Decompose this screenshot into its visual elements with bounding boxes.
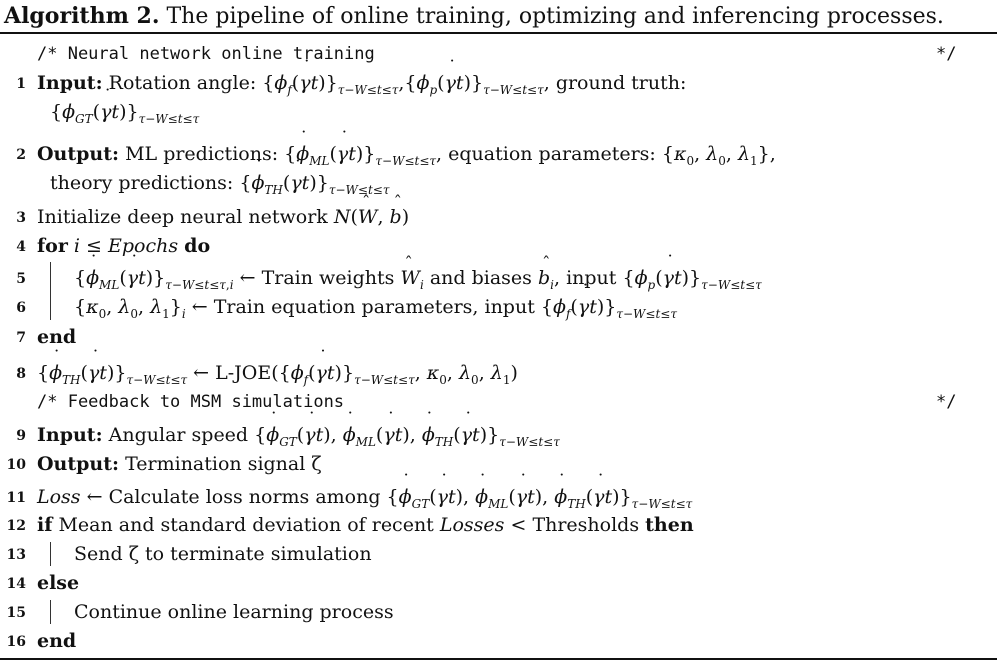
line-number: 11: [6, 490, 26, 506]
step-text: Mean and standard deviation of recent: [58, 514, 434, 536]
step-text: < Thresholds: [510, 514, 640, 536]
step-text: Termination signal ζ: [125, 453, 322, 475]
line-number: 4: [16, 239, 26, 255]
keyword-do: do: [184, 235, 211, 257]
line-number: 13: [6, 547, 26, 563]
line-number: 2: [16, 147, 26, 163]
top-rule: [0, 32, 997, 34]
algorithm-caption: [4, 3, 944, 29]
algorithm-caption-text: The pipeline of online training, optimizing and inferencing processes.: [166, 4, 944, 29]
comment-training: /* Neural network online training: [37, 44, 375, 64]
line-number: 1: [16, 76, 26, 92]
loop-epochs: Epochs: [108, 235, 179, 257]
keyword-input: Input:: [37, 72, 103, 94]
comment-feedback: /* Feedback to MSM simulations: [37, 392, 345, 412]
if-block-bar: [50, 542, 51, 566]
step-text: theory predictions:: [50, 172, 234, 194]
comment-line-feedback: [0, 388, 997, 416]
keyword-end: end: [37, 326, 77, 348]
keyword-input: Input:: [37, 424, 103, 446]
line-number: 3: [16, 210, 26, 226]
comment-line-training: [0, 40, 997, 68]
line-number: 7: [16, 330, 26, 346]
comment-close: */: [936, 44, 957, 64]
keyword-output: Output:: [37, 453, 120, 475]
line-number: 9: [16, 428, 26, 444]
keyword-then: then: [645, 514, 694, 536]
else-block-bar: [50, 600, 51, 624]
line-number: 6: [16, 300, 26, 316]
line-number: 16: [6, 634, 26, 650]
bottom-rule: [0, 658, 997, 660]
loss-variable: Loss: [37, 486, 81, 508]
loop-variable: i ≤: [73, 235, 102, 257]
losses-variable: Losses: [439, 514, 505, 536]
keyword-output: Output:: [37, 143, 120, 165]
step-text: Initialize deep neural network: [37, 206, 328, 228]
step-text: ← L-JOE(: [193, 362, 279, 384]
comment-close: */: [936, 392, 957, 412]
algorithm-label: Algorithm 2.: [4, 3, 160, 29]
algorithm-block: Algorithm 2. The pipeline of online training, optimizing and inferencing processes. /* Neural network online training */ 1 Input: Rotation angle: {$\phi_f(˙$ $\gamma t)\}_{\tau-W\le t\le\tau},\{\phi_p(˙$ $\gamma t)\}_{\tau-W\le t\le\tau}$, ground truth: {˙ $\phi_{GT}(˙$ $\gamma t)\}_{\tau-W\le t\le\tau}$ 2 Output: ML predictions: {˙ $\phi_{ML}(˙$ $\gamma t)\}_{\tau-W\le t\le\tau}$, equation parameters: {$\kappa_0$, $\lambda_0$, $\lambda_1$}, theory predictions: {˙ $\phi_{TH}(˙$ $\gamma t)\}_{\tau-W\le t\le\tau}$ 3 Initialize deep neural network N(ˆ W, ˆ b) 4 for i ≤ Epochs do 5 {˙ $\phi_{ML}(˙$ $\gamma t)\}_{\tau-W\le t\le\tau,i}$ ← Train weights ˆ $W_i$ and biases ˆ $b_i$, input {$\phi_p(˙$ $\gamma t)\}_{\tau-W\le t\le\tau}$ 6 {$\kappa_0$, $\lambda_0$, $\lambda_1\}_i$ ← Train equation parameters, input {$\phi_f(˙$ $\gamma t)\}_{\tau-W\le t\le\tau}$ 7 end 8 {˙ $\phi_{TH}(˙$ $\gamma t)\}_{\tau-W\le t\le\tau}$ ← $L-JOE(\{\phi_f(˙$ $\gamma t)\}_{\tau-W\le t\le\tau}$, $\kappa_0$, $\lambda_0$, $\lambda_1$) /* Feedback to MSM simulations */ 9 Input: Angular speed {˙ $\phi_{GT}(˙$ γt), ˙ $\phi_{ML}(˙$ γt), ˙ $\phi_{TH}(˙$ $\gamma t)\}_{\tau-W\le t\le\tau}$ 10 Output: Termination signal ζ 11 Loss ← Calculate loss norms among {˙ $\phi_{GT}(˙$ γt), ˙ $\phi_{ML}(˙$ γt), ˙ $\phi_{TH}(˙$ $\gamma t)\}_{\tau-W\le t\le\tau}$ 12 if Mean and standard deviation of recent Losses < Thresholds then 13 Send ζ to terminate simulation 14 else 15 Continue online learning process 16 end: [0, 0, 997, 663]
line-number: 14: [6, 576, 26, 592]
step-text: and biases: [429, 267, 532, 289]
keyword-for: for: [37, 235, 68, 257]
step-text: equation parameters:: [448, 143, 656, 165]
step-text: Continue online learning process: [74, 601, 394, 623]
step-text: ML predictions:: [125, 143, 279, 165]
line-number: 8: [16, 366, 26, 382]
line-number: 10: [6, 457, 26, 473]
step-text: ← Train equation parameters, input: [191, 296, 535, 318]
keyword-end: end: [37, 630, 77, 652]
keyword-else: else: [37, 572, 80, 594]
step-text: Angular speed: [108, 424, 249, 446]
line-number: 5: [16, 271, 26, 287]
for-block-bar: [50, 262, 51, 320]
step-text: ← Calculate loss norms among: [86, 486, 381, 508]
step-text: ground truth:: [555, 72, 687, 94]
keyword-if: if: [37, 514, 53, 536]
step-text: , input: [554, 267, 617, 289]
line-number: 15: [6, 605, 26, 621]
step-text: Send ζ to terminate simulation: [74, 543, 372, 565]
step-text: Rotation angle:: [108, 72, 257, 94]
line-number: 12: [6, 518, 26, 534]
step-text: ← Train weights: [239, 267, 395, 289]
